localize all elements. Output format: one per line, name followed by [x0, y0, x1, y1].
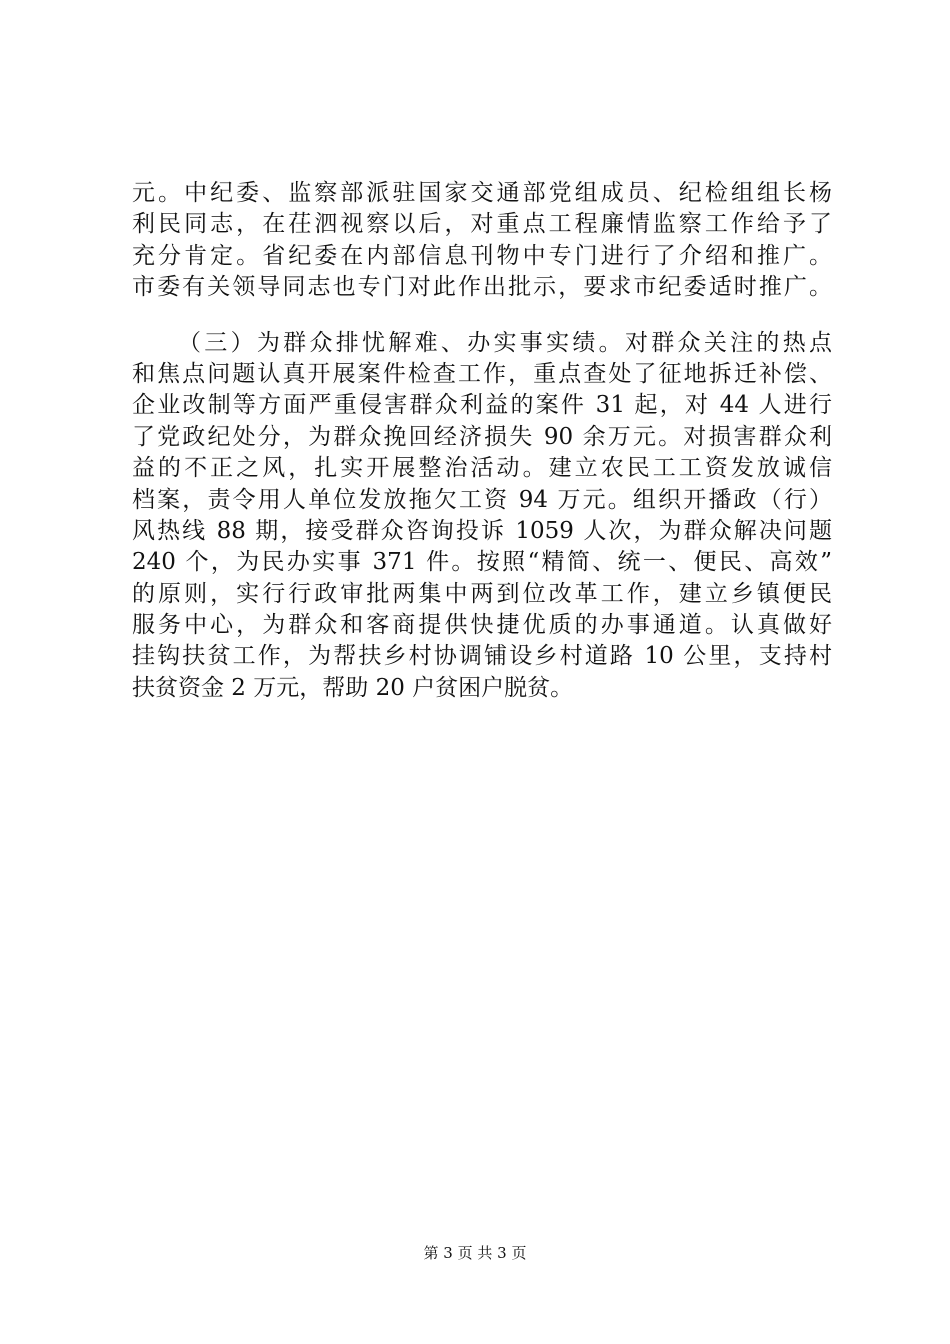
text-line: 档案，责令用人单位发放拖欠工资 94 万元。组织开播政（行） [132, 486, 832, 513]
text-line: 了党政纪处分，为群众挽回经济损失 90 余万元。对损害群众利 [132, 423, 832, 450]
page-number-footer: 第 3 页 共 3 页 [423, 1244, 527, 1262]
text-line: 充分肯定。省纪委在内部信息刊物中专门进行了介绍和推广。 [132, 242, 832, 269]
text-line: 企业改制等方面严重侵害群众利益的案件 31 起，对 44 人进行 [132, 392, 832, 419]
text-line: 服务中心，为群众和客商提供快捷优质的办事通道。认真做好 [132, 612, 832, 639]
text-line: 元。中纪委、监察部派驻国家交通部党组成员、纪检组组长杨 [132, 180, 832, 206]
document-body [132, 178, 832, 704]
text-line: 240 个，为民办实事 371 件。按照“精简、统一、便民、高效” [132, 549, 832, 576]
text-line: 挂钩扶贫工作，为帮扶乡村协调铺设乡村道路 10 公里，支持村 [132, 643, 832, 670]
paragraph-gap [132, 304, 832, 328]
text-line: 风热线 88 期，接受群众咨询投诉 1059 人次，为群众解决问题 [132, 517, 832, 544]
text-line: 市委有关领导同志也专门对此作出批示，要求市纪委适时推广。 [132, 274, 832, 301]
paragraph-1 [132, 178, 832, 304]
paragraph-2 [132, 328, 832, 705]
text-line-last: 扶贫资金 2 万元，帮助 20 户贫困户脱贫。 [132, 674, 574, 701]
text-line: 利民同志，在茌泗视察以后，对重点工程廉情监察工作给予了 [132, 211, 832, 238]
text-line: 的原则，实行行政审批两集中两到位改革工作，建立乡镇便民 [132, 580, 832, 607]
text-line-indented: （三）为群众排忧解难、办实事实绩。对群众关注的热点 [178, 329, 832, 356]
text-line: 和焦点问题认真开展案件检查工作，重点查处了征地拆迁补偿、 [132, 360, 832, 387]
text-line: 益的不正之风，扎实开展整治活动。建立农民工工资发放诚信 [132, 455, 832, 482]
